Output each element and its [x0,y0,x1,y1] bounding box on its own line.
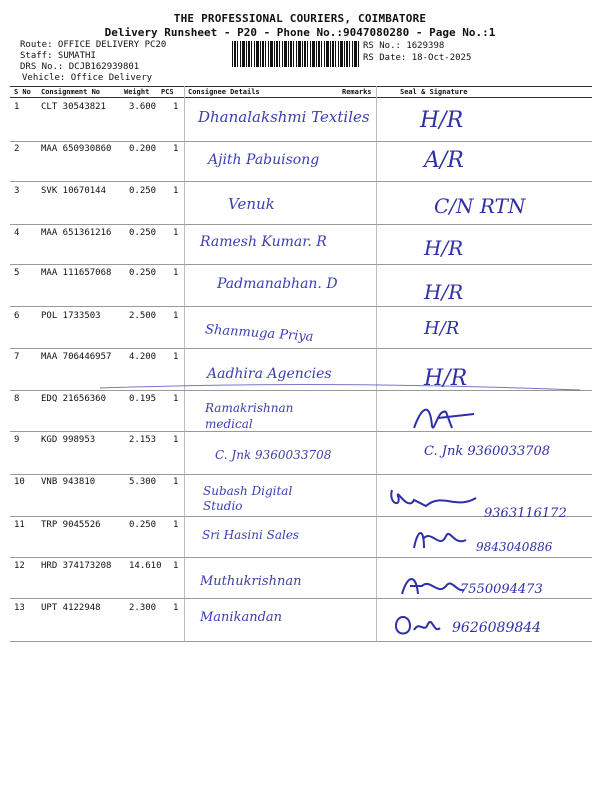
pen-stroke [100,380,580,394]
row-rule [10,598,592,599]
row-sno: 9 [14,435,20,445]
route-label: Route: OFFICE DELIVERY PC20 [20,40,167,50]
row-rule [10,306,592,307]
row-signature: C. Jnk 9360033708 [424,444,551,459]
row-sno: 2 [14,144,20,154]
row-consignee: Muthukrishnan [200,574,302,589]
row-pcs: 1 [173,561,179,571]
row-rule [10,264,592,265]
row-sno: 5 [14,268,20,278]
rs-number: RS No.: 1629398 [363,41,445,51]
row-sno: 12 [14,561,25,571]
row-signature: A/R [424,148,464,173]
row-consignee: Aadhira Agencies [207,366,332,382]
row-consignee: Ramakrishnan medical [205,401,294,431]
row-signature: 7550094473 [460,582,543,597]
row-weight: 0.250 [129,186,157,196]
row-consignment-no: HRD 374173208 [41,561,112,571]
row-signature: H/R [424,236,464,260]
row-sno: 8 [14,394,20,404]
row-pcs: 1 [173,311,179,321]
row-rule [10,181,592,182]
drs-number: DRS No.: DCJB162939801 [20,62,140,72]
row-consignee: Subash Digital Studio [203,484,293,513]
vehicle-label: Vehicle: Office Delivery [22,73,153,83]
runsheet-subtitle: Delivery Runsheet - P20 - Phone No.:9047080280 - Page No.:1 [104,26,496,39]
row-consignment-no: MAA 111657068 [41,268,112,278]
rs-date: RS Date: 18-Oct-2025 [363,53,472,63]
header-consignment: Consignment No [41,88,101,96]
row-consignment-no: MAA 706446957 [41,352,112,362]
row-pcs: 1 [173,102,179,112]
row-sno: 10 [14,477,25,487]
row-pcs: 1 [173,435,179,445]
row-rule [10,641,592,642]
staff-label: Staff: SUMATHI [20,51,96,61]
row-weight: 0.200 [129,144,157,154]
row-consignment-no: VNB 943810 [41,477,96,487]
row-weight: 0.195 [129,394,157,404]
row-weight: 0.250 [129,228,157,238]
row-consignment-no: KGD 998953 [41,435,96,445]
row-consignee: Ramesh Kumar. R [200,234,327,250]
row-consignee: Venuk [228,195,275,213]
row-weight: 5.300 [129,477,157,487]
row-pcs: 1 [173,520,179,530]
row-sno: 6 [14,311,20,321]
row-consignee: Manikandan [200,610,283,625]
row-pcs: 1 [173,268,179,278]
header-pcs: PCS [161,88,174,96]
row-consignment-no: UPT 4122948 [41,603,101,613]
header-remarks: Remarks [342,88,372,96]
row-consignment-no: TRP 9045526 [41,520,101,530]
row-consignment-no: MAA 651361216 [41,228,112,238]
row-pcs: 1 [173,144,179,154]
row-weight: 3.600 [129,102,157,112]
row-sno: 11 [14,520,25,530]
row-signature: H/R [424,280,464,304]
signature-scribble [406,524,476,554]
row-signature: 9363116172 [484,506,567,521]
company-title: THE PROFESSIONAL COURIERS, COIMBATORE [173,12,427,25]
table-top-rule [10,86,592,87]
row-signature: C/N RTN [434,194,526,218]
row-consignee: C. Jnk 9360033708 [215,448,332,462]
row-signature: 9626089844 [452,620,542,636]
row-signature: H/R [424,318,460,339]
row-consignee: Shanmuga Priya [204,322,314,345]
row-weight: 2.500 [129,311,157,321]
row-consignment-no: CLT 30543821 [41,102,107,112]
row-weight: 2.153 [129,435,157,445]
row-pcs: 1 [173,228,179,238]
row-weight: 0.250 [129,520,157,530]
row-weight: 14.610 [129,561,162,571]
column-divider [184,86,185,642]
row-consignment-no: MAA 650930860 [41,144,112,154]
header-weight: Weight [124,88,150,96]
signature-scribble [398,568,468,600]
header-seal-signature: Seal & Signature [400,88,468,96]
signature-scribble [408,398,478,438]
row-weight: 4.200 [129,352,157,362]
row-pcs: 1 [173,394,179,404]
row-consignee: Sri Hasini Sales [202,528,300,542]
column-divider [376,86,377,642]
row-rule [10,474,592,475]
row-consignment-no: POL 1733503 [41,311,101,321]
row-pcs: 1 [173,603,179,613]
row-rule [10,141,592,142]
row-consignee: Dhanalakshmi Textiles [198,108,370,126]
row-consignee: Ajith Pabuisong [208,152,320,168]
row-consignee: Padmanabhan. D [217,276,338,292]
table-header-rule [10,97,592,98]
row-weight: 2.300 [129,603,157,613]
row-weight: 0.250 [129,268,157,278]
row-sno: 3 [14,186,20,196]
row-pcs: 1 [173,352,179,362]
barcode [232,41,360,67]
row-signature: H/R [424,366,468,391]
signature-scribble [386,482,482,516]
row-sno: 1 [14,102,20,112]
row-signature: 9843040886 [476,540,553,554]
row-pcs: 1 [173,477,179,487]
row-rule [10,224,592,225]
row-rule [10,557,592,558]
row-sno: 13 [14,603,25,613]
row-sno: 7 [14,352,20,362]
row-sno: 4 [14,228,20,238]
row-consignment-no: EDQ 21656360 [41,394,107,404]
signature-scribble [392,612,444,638]
header-sno: S No [14,88,31,96]
row-pcs: 1 [173,186,179,196]
row-consignment-no: SVK 10670144 [41,186,107,196]
row-rule [10,348,592,349]
row-signature: H/R [420,108,464,133]
header-consignee: Consignee Details [188,88,260,96]
